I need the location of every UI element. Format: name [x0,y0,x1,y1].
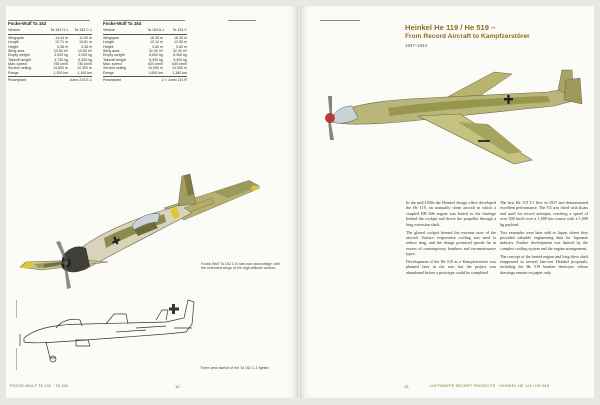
spec-table-title: Focke-Wulf Ta 152 [8,21,47,26]
spec-row-value: 3,920 kg [54,53,68,58]
spec-row-label: Service ceiling [8,66,32,71]
paragraph: In the mid-1930s the Heinkel design office developed the He 119, an unusually clean aircraft in which a coupled DB 606 engine was buried in the fuselage behind the cockpit and drove the propeller through a long extension shaft. [406,200,496,227]
spec-row-label: Height [8,44,19,49]
spec-row-label: Empty weight [103,53,125,58]
header-rule [320,20,360,21]
page-number-left: 12 [175,384,180,389]
spec-row-value: 3.36 m [57,44,68,49]
spec-table-title: Focke-Wulf Ta 154 [103,21,142,26]
spec-row-value: 32.40 m² [172,49,187,54]
spec-row-value: 1,200 km [53,70,68,75]
spec-table-header: Version Ta 154 A-1 Ta 154 C [103,28,187,33]
spec-row-value: 10.71 m [55,40,68,45]
spec-row-value: 14.44 m [55,36,69,41]
spec-row-label: Wing area [8,49,25,54]
spec-row-label: Max. speed [103,61,122,66]
spec-row-value: 5,300 kg [78,57,92,62]
paragraph: The concept of the buried engine and long drive shaft reappeared in several late-war Heinkel proposals, including the He 519 bomber destroyer, whose drawings remain on paper only. [500,253,588,275]
header-rule [228,20,256,21]
spec-row-label: Service ceiling [103,66,127,71]
spec-row-label: Empty weight [8,53,30,58]
spec-row-value: 3.36 m [81,44,92,49]
spec-row-label: Takeoff weight [103,57,126,62]
spec-row-value: 730 km/h [77,61,92,66]
article-title: Heinkel He 119 / He 519 – [405,23,496,32]
three-view-line-drawing [16,292,196,372]
spec-row-label: Length [103,40,114,45]
spec-row-value: 4,000 kg [78,53,92,58]
spec-table-row [103,71,187,75]
spec-row-value: 12.10 m [150,40,163,45]
spec-row-value: 12,300 m [77,66,92,71]
spec-row-value: 16.30 m [150,36,163,41]
spec-row-value: 1,380 km [172,70,187,75]
spec-row-label: Length [8,40,19,45]
spec-row-value: 755 km/h [53,61,68,66]
illustration-caption: Focke-Wulf Ta 152 C in late-war camouflage, with the extended wings of the high-altitude version. [201,262,280,271]
paragraph: Development of the He 519 as a Kampfzerstörer was planned later in the war, but the project was abandoned before a prototype could be completed. [406,259,496,275]
spec-table-row [8,71,92,75]
spec-row-value: 6,900 kg [173,53,187,58]
spec-row-value: 640 km/h [172,61,187,66]
spec-row-value: 620 km/h [148,61,163,66]
spec-row-value: 16.30 m [174,36,187,41]
paragraph: The first He 119 V1 flew in 1937 and demonstrated excellent performance. The V4 was fitted with floats and used for record attempts, reaching a speed of over 500 km/h over a 1,000 km course with a 1,000 kg payload. [500,200,588,227]
spec-row-value: 14,800 m [53,66,68,71]
spec-row-value: 8,930 kg [149,57,163,62]
spec-row-value: 12.55 m [174,40,187,45]
spec-row-label: Range [8,70,19,75]
text-column-1 [406,200,496,278]
fighter-illustration [14,170,269,295]
running-head-left: FOCKE-WULF TA 152 · TA 154 [10,384,69,388]
spec-row-value: 1,850 km [148,70,163,75]
spec-row-label: Wing area [103,49,120,54]
page-number-right: 13 [404,384,409,389]
spec-row-value: 10,500 m [172,66,187,71]
spec-row-value: 4,730 kg [54,57,68,62]
spec-row-value: 6,600 kg [149,53,163,58]
bomber-illustration [318,68,590,168]
spec-table [8,22,92,83]
spec-row-value: 3.60 m [176,44,187,49]
spec-row-label: Height [103,44,114,49]
spec-row-label: Wingspan [8,36,24,41]
spec-table [103,22,187,83]
spec-row-value: 19.50 m² [77,49,92,54]
spec-row-value: 32.40 m² [148,49,163,54]
spec-row-label: Takeoff weight [8,57,31,62]
spec-row-label: Wingspan [103,36,119,41]
spec-row-value: 23.50 m² [53,49,68,54]
paragraph: Two examples were later sold to Japan, where they provided valuable engineering data for Japanese industry. Further development was limited by the complex cooling system and the engine arrangement. [500,229,588,251]
spec-row-value: 10.81 m [79,40,92,45]
spec-table-footer: Powerplant Jumo 213 E-1 [8,78,92,83]
drawing-caption: Three-view sketch of the Ta 152 C-1 fighter. [200,366,270,370]
spec-row-value: 9,400 kg [173,57,187,62]
spec-table-footer: Powerplant 2 × Jumo 211 R [103,78,187,83]
spec-row-label: Max. speed [8,61,27,66]
book-gutter [297,6,301,398]
spec-row-value: 10,900 m [148,66,163,71]
running-head-right: LUFTWAFFE SECRET PROJECTS · HEINKEL HE 119 / HE 519 [430,384,550,388]
spec-row-value: 11.00 m [79,36,92,41]
spec-row-label: Range [103,70,114,75]
text-column-2 [500,200,588,278]
article-years: 1937–1944 [405,43,427,48]
spec-table-header: Version Ta 152 H-1 Ta 152 C-1 [8,28,92,33]
spec-row-value: 1,100 km [77,70,92,75]
article-subtitle: From Record Aircraft to Kampfzerstörer [405,33,530,40]
spec-row-value: 3.60 m [152,44,163,49]
paragraph: The glazed cockpit formed the extreme nose of the aircraft. Surface evaporative cooling was used to reduce drag, and the design promised speeds far in excess of contemporary bombers and reconnaissance types. [406,229,496,257]
